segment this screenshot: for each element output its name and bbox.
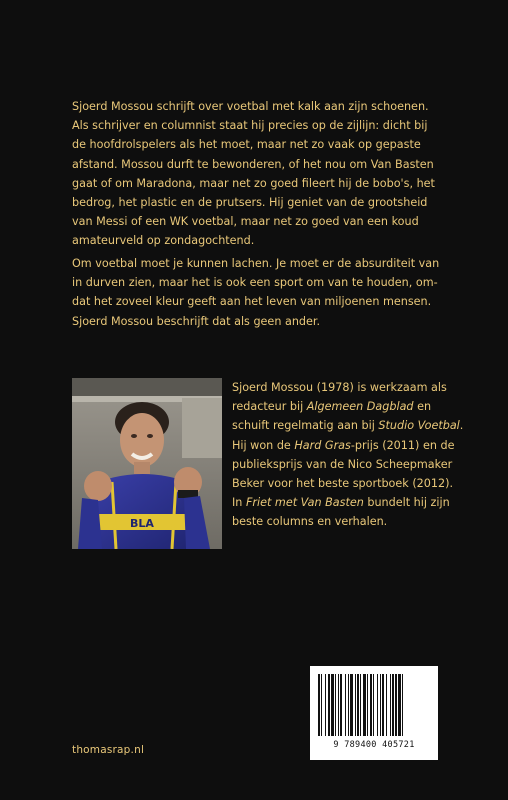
blurb-line: Sjoerd Mossou beschrijft dat als geen ander.: [72, 314, 321, 328]
bio-line: Beker voor het beste sportboek (2012).: [232, 477, 454, 491]
bio-line: Hij won de Hard Gras-prijs (2011) en de: [232, 438, 455, 452]
blurb-paragraph-2: [72, 254, 440, 331]
bio-line: beste columns en verhalen.: [232, 515, 388, 529]
blurb-line: bedrog, het plastic en de prutsers. Hij geniet van de grootsheid: [72, 196, 428, 210]
isbn-number: 9 789400 405721: [333, 740, 415, 750]
blurb-line: Om voetbal moet je kunnen lachen. Je moet er de absurditeit van: [72, 257, 440, 270]
bio-line: redacteur bij Algemeen Dagblad en: [232, 400, 432, 414]
bio-line: In Friet met Van Basten bundelt hij zijn: [232, 496, 450, 510]
blurb-line: afstand. Mossou durft te bewonderen, of het nou om Van Basten: [72, 157, 434, 171]
blurb-line: gaat of om Maradona, maar net zo goed fileert hij de bobo's, het: [72, 176, 435, 190]
publisher-url: thomasrap.nl: [72, 744, 145, 756]
author-photo: [72, 378, 222, 549]
blurb-line: Als schrijver en columnist staat hij precies op de zijlijn: dicht bij: [72, 119, 428, 133]
bio-line: schuift regelmatig aan bij Studio Voetbal.: [232, 419, 464, 433]
bio-line: Sjoerd Mossou (1978) is werkzaam als: [232, 381, 447, 394]
blurb-line: amateurveld op zondagochtend.: [72, 234, 255, 248]
blurb-line: dat het zoveel kleur geeft aan het leven van miljoenen mensen.: [72, 295, 432, 309]
blurb-line: in durven zien, maar het is ook een sport om van te houden, om-: [72, 276, 438, 290]
blurb-line: Sjoerd Mossou schrijft over voetbal met kalk aan zijn schoenen.: [72, 100, 429, 113]
isbn-barcode: [310, 666, 438, 760]
author-photo-illustration: [72, 378, 222, 549]
jersey-text: BLA: [130, 517, 154, 530]
barcode-bars: [318, 674, 430, 736]
blurb-paragraph-1: [72, 97, 436, 251]
bio-line: publieksprijs van de Nico Scheepmaker: [232, 457, 453, 471]
author-bio: [232, 378, 464, 532]
blurb-line: de hoofdrolspelers als het moet, maar net zo vaak op gepaste: [72, 138, 421, 152]
blurb-line: van Messi of een WK voetbal, maar net zo goed van een koud: [72, 215, 419, 229]
